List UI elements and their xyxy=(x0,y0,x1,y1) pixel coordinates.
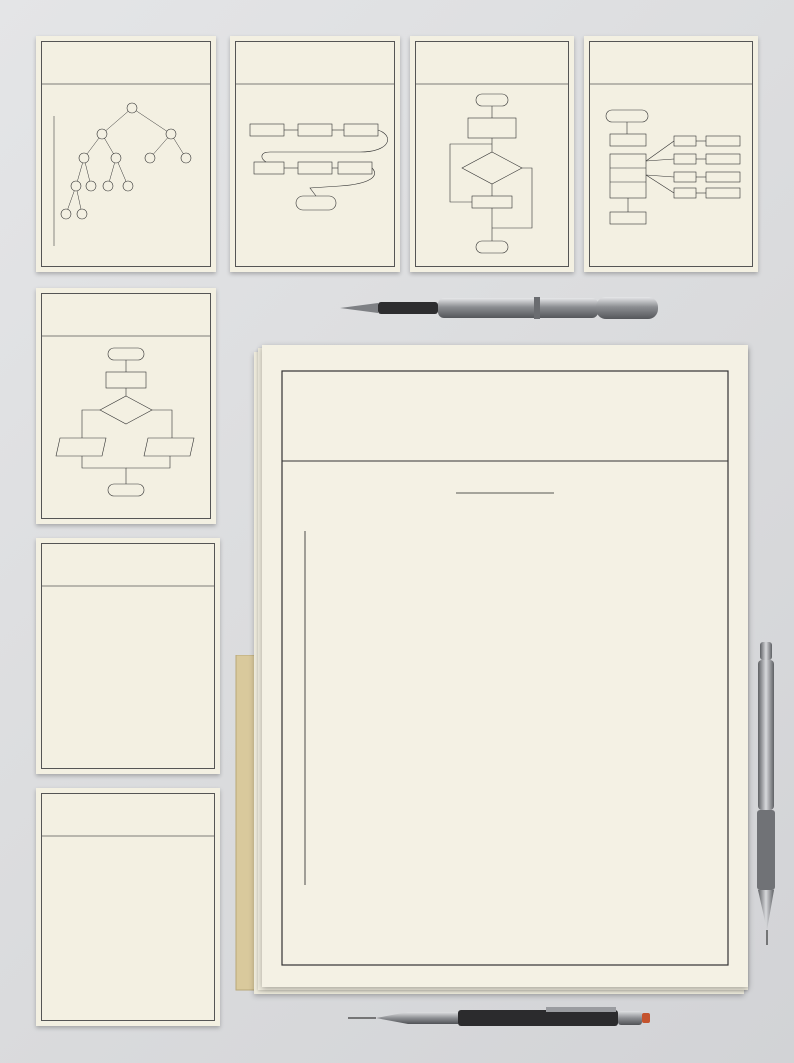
card-flowchart-left xyxy=(36,288,216,524)
card-flowchart-top xyxy=(410,36,574,272)
card-ds-map-top xyxy=(230,36,400,272)
card-recursion-small xyxy=(36,36,216,272)
card-ds-map-right xyxy=(584,36,758,272)
mechanical-pencil-bottom xyxy=(346,1003,656,1033)
fountain-pen xyxy=(338,293,668,323)
card-test-table xyxy=(36,538,220,774)
card-ds-map-bottom xyxy=(36,788,220,1026)
mechanical-pencil-right xyxy=(752,640,782,950)
main-recursion-sheet xyxy=(262,345,748,987)
